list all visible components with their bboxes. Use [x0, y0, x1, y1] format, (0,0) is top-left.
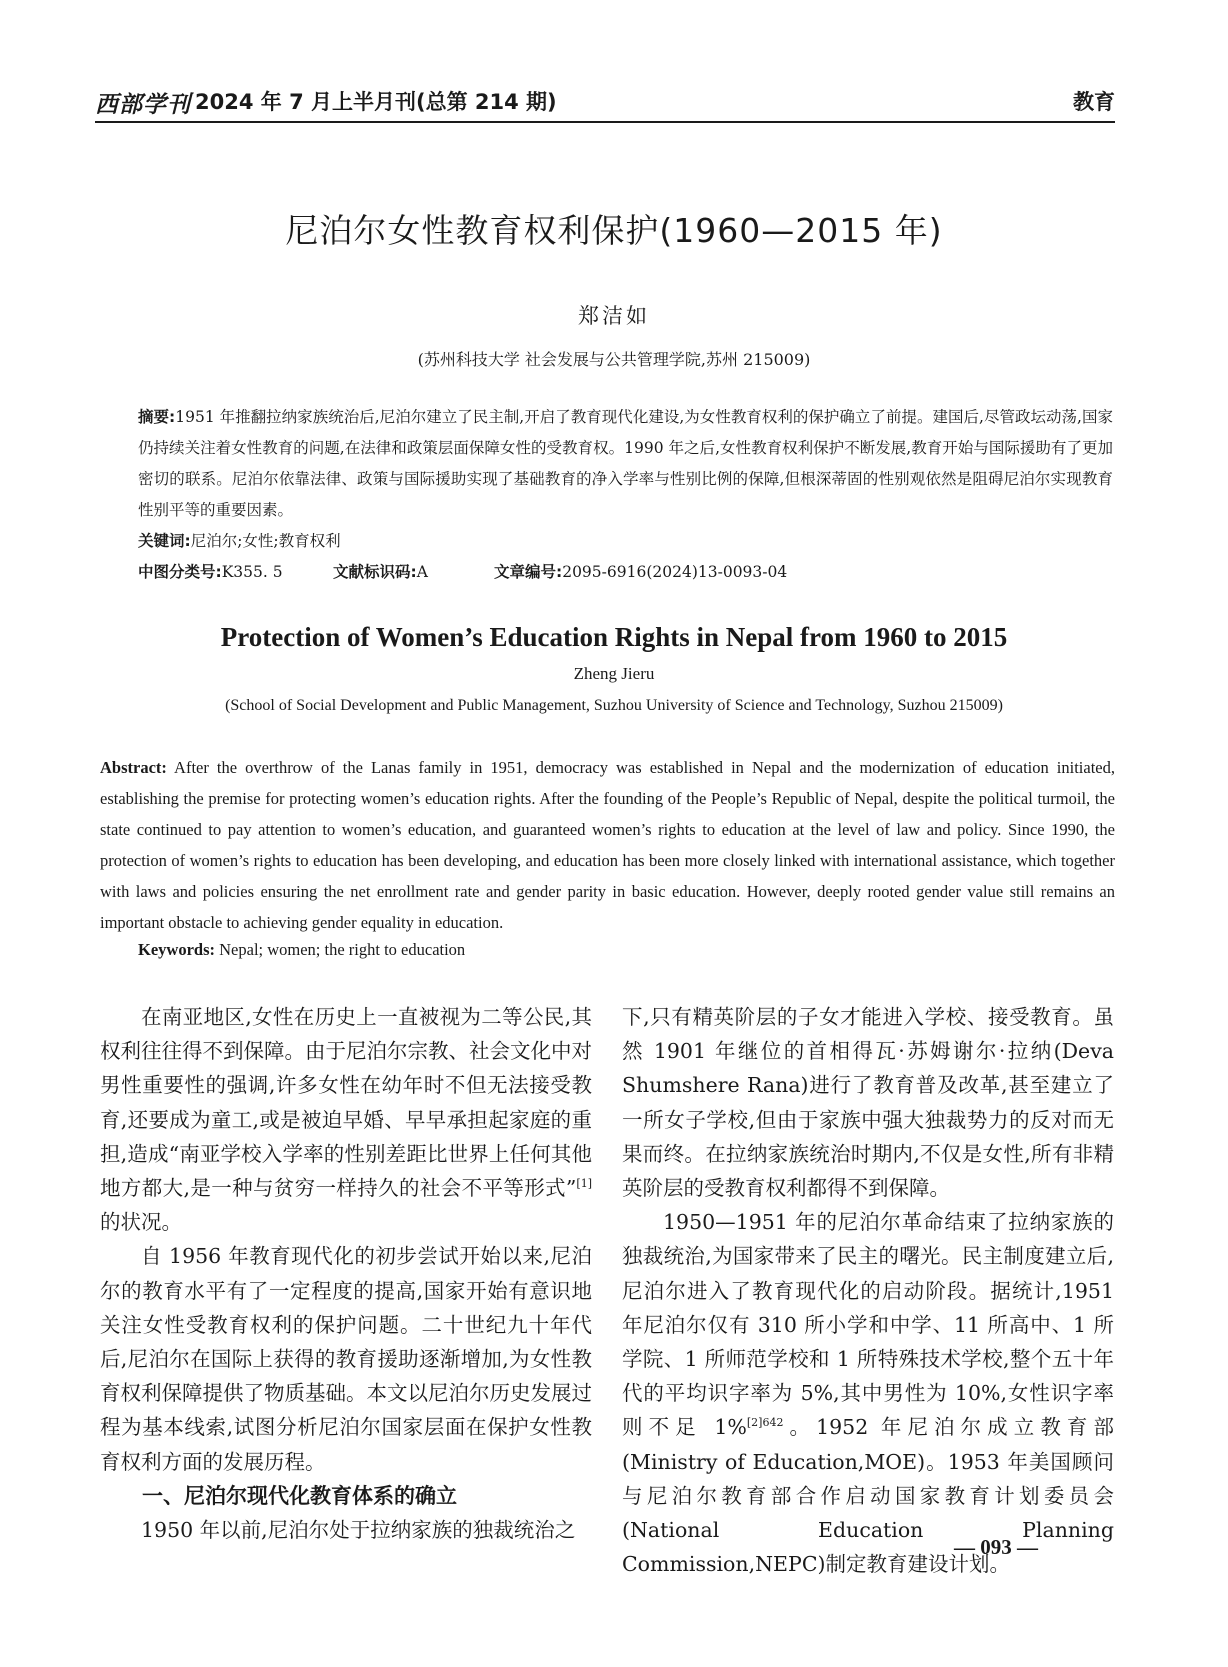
document-code [333, 560, 428, 582]
abstract-label-en: Abstract: [100, 758, 167, 777]
affiliation-en: (School of Social Development and Public Management, Suzhou University of Science and Technology, Suzhou 215009) [225, 697, 1003, 714]
keywords-label-en: Keywords: [138, 940, 215, 959]
clc-number [138, 560, 283, 582]
keywords-text-en: Nepal; women; the right to education [219, 940, 466, 959]
paragraph-text: 1950—1951 年的尼泊尔革命结束了拉纳家族的独裁统治,为国家带来了民主的曙光。民主制度建立后,尼泊尔进入了教育现代化的启动阶段。据统计,1951 年尼泊尔仅有 310 所小学和中学、11 所高中、1 所学院、1 所师范学校和 1 所特殊技术学校,整个五十年代的平均识字率为 5%,其中男性为 10%,女性识字率则不足 1% [622, 1210, 1114, 1440]
article-number [494, 560, 787, 582]
doc-code-value: A [416, 563, 428, 581]
paragraph-text: 在南亚地区,女性在历史上一直被视为二等公民,其权利往往得不到保障。由于尼泊尔宗教、社会文化中对男性重要性的强调,许多女性在幼年时不但无法接受教育,还要成为童工,或是被迫早婚、早早承担起家庭的重担,造成“南亚学校入学率的性别差距比世界上任何其他地方都大,是一种与贫穷一样持久的社会不平等形式” [100, 1005, 592, 1201]
article-number-label: 文章编号: [494, 563, 563, 581]
body-paragraph [100, 1000, 592, 1239]
body-paragraph: 自 1956 年教育现代化的初步尝试开始以来,尼泊尔的教育水平有了一定程度的提高,国家开始有意识地关注女性受教育权利的保护问题。二十世纪九十年代后,尼泊尔在国际上获得的教育援助逐渐增加,为女性教育权利保障提供了物质基础。本文以尼泊尔历史发展过程为基本线索,试图分析尼泊尔国家层面在保护女性教育权利方面的发展历程。 [100, 1244, 592, 1474]
clc-label: 中图分类号: [138, 563, 222, 581]
body-column-left [100, 1000, 592, 1547]
citation-ref: [1] [576, 1177, 592, 1191]
classification-row [138, 560, 1038, 584]
author-name-en: Zheng Jieru [573, 664, 655, 683]
abstract-text-cn: 1951 年推翻拉纳家族统治后,尼泊尔建立了民主制,开启了教育现代化建设,为女性教育权利的保护确立了前提。建国后,尽管政坛动荡,国家仍持续关注着女性教育的问题,在法律和政策层面保障女性的受教育权。1990 年之后,女性教育权利保护不断发展,教育开始与国际援助有了更加密切的联系。尼泊尔依靠法律、政策与国际援助实现了基础教育的净入学率与性别比例的保障,但根深蒂固的性别观依然是阻碍尼泊尔实现教育性别平等的重要因素。 [138, 408, 1114, 519]
paragraph-text: 的状况。 [100, 1210, 182, 1235]
affiliation-cn: (苏州科技大学 社会发展与公共管理学院,苏州 215009) [417, 350, 811, 369]
abstract-label-cn: 摘要: [138, 408, 176, 426]
doc-code-label: 文献标识码: [333, 563, 417, 581]
running-header [95, 84, 1115, 120]
clc-value: K355. 5 [221, 563, 283, 581]
keywords-cn [138, 529, 341, 551]
article-title-cn: 尼泊尔女性教育权利保护(1960—2015 年) [285, 211, 943, 250]
keywords-label-cn: 关键词: [138, 532, 191, 550]
abstract-cn [138, 402, 1113, 526]
author-name-cn: 郑洁如 [578, 304, 650, 328]
keywords-en [138, 940, 465, 960]
section-heading: 一、尼泊尔现代化教育体系的确立 [142, 1483, 457, 1508]
abstract-en [100, 752, 1115, 938]
section-label: 教育 [1073, 90, 1115, 114]
citation-ref: [2]642 [746, 1416, 784, 1430]
article-number-value: 2095-6916(2024)13-0093-04 [562, 563, 788, 581]
body-column-right [622, 1000, 1114, 1581]
journal-logo: 西部学刊 [95, 91, 191, 118]
issue-info: 2024 年 7 月上半月刊(总第 214 期) [195, 90, 557, 114]
header-divider [95, 121, 1115, 123]
abstract-text-en: After the overthrow of the Lanas family in 1951, democracy was established in Nepal and the modernization of education initiated, establishing the premise for protecting women’s education rights. After the founding of the People’s Republic of Nepal, despite the political turmoil, the state continued to pay attention to women’s education, and guaranteed women’s rights to education at the level of law and policy. Since 1990, the protection of women’s rights to education has been developing, and education has been more closely linked with international assistance, which together with laws and policies ensuring the net enrollment rate and gender parity in basic education. However, deeply rooted gender value still remains an important obstacle to achieving gender equality in education. [100, 758, 1115, 932]
body-paragraph: 1950 年以前,尼泊尔处于拉纳家族的独裁统治之 [141, 1518, 576, 1543]
body-paragraph: 下,只有精英阶层的子女才能进入学校、接受教育。虽然 1901 年继位的首相得瓦·苏姆谢尔·拉纳(Deva Shumshere Rana)进行了教育普及改革,甚至建立了一所女子学校,但由于家族中强大独裁势力的反对而无果而终。在拉纳家族统治时期内,不仅是女性,所有非精英阶层的受教育权利都得不到保障。 [622, 1005, 1114, 1201]
keywords-text-cn: 尼泊尔;女性;教育权利 [190, 532, 341, 550]
article-title-en: Protection of Women’s Education Rights in Nepal from 1960 to 2015 [220, 622, 1008, 652]
body-paragraph [622, 1205, 1114, 1581]
page-number: — 093 — [954, 1535, 1038, 1559]
paragraph-text: 。1952 年尼泊尔成立教育部(Ministry of Education,MOE)。1953 年美国顾问与尼泊尔教育部合作启动国家教育计划委员会(National Education Planning Commission,NEPC)制定教育建设计划。 [622, 1415, 1114, 1577]
